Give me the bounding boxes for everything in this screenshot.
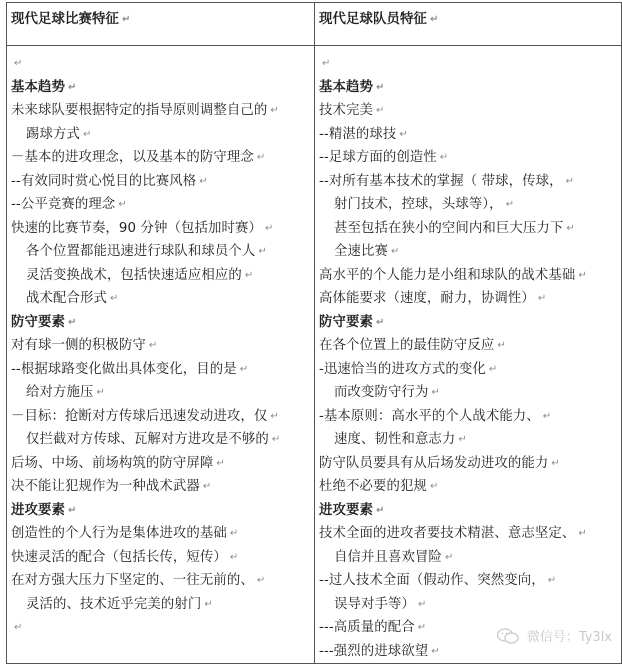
text-line [11,593,314,617]
line-text: 自信并且喜欢冒险 [334,549,442,565]
text-line [11,287,314,311]
paragraph-mark-icon: ↵ [578,528,587,539]
paragraph-mark-icon: ↵ [429,481,439,492]
text-line [319,217,621,241]
paragraph-mark-icon: ↵ [256,575,266,586]
section-heading [11,311,314,335]
paragraph-mark-icon: ↵ [439,152,449,163]
section-heading [11,499,314,523]
line-text: 射门技术，控球，头球等）， [334,197,503,212]
line-text: -迅速恰当的进攻方式的变化 [319,361,486,377]
paragraph-mark-icon: ↵ [537,293,547,304]
paragraph-mark-icon: ↵ [82,128,92,140]
section-heading [11,76,314,100]
paragraph-mark-icon: ↵ [258,246,267,257]
left-header-cell [7,3,314,45]
text-line [319,334,621,358]
text-line [11,52,314,76]
paragraph-mark-icon: ↵ [204,598,213,610]
paragraph-mark-icon: ↵ [375,504,385,516]
line-text: 在对方强大压力下坚定的、一往无前的、 [11,573,254,588]
paragraph-mark-icon: ↵ [229,551,239,563]
paragraph-mark-icon: ↵ [399,128,408,140]
line-text: －目标：抢断对方传球后迅速发动进攻，仅 [11,408,268,424]
paragraph-mark-icon: ↵ [216,457,225,469]
text-line [11,546,314,570]
text-line [11,217,314,241]
paragraph-mark-icon: ↵ [375,105,385,116]
watermark-text: 微信号：Ty3lx [526,630,612,645]
paragraph-mark-icon: ↵ [417,598,427,610]
section-heading [319,311,621,335]
paragraph-mark-icon: ↵ [431,645,440,657]
text-line [11,475,314,499]
line-text: 灵活的、技术近乎完美的射门 [26,596,202,612]
line-text: --足球方面的创造性 [319,150,437,165]
left-body-cell [7,46,314,663]
line-text: ---高质量的配合 [319,620,415,635]
line-text: 各个位置都能迅速进行球队和球员个人 [26,244,256,259]
paragraph-mark-icon: ↵ [375,81,385,93]
text-line [319,240,621,264]
line-text: 高水平的个人能力是小组和球队的战术基础 [319,267,576,283]
paragraph-mark-icon: ↵ [390,246,400,257]
line-text: 高体能要求（速度，耐力，协调性） [319,291,535,306]
text-line [11,428,314,452]
text-line [11,170,314,194]
text-line [319,123,621,147]
paragraph-mark-icon: ↵ [505,199,515,210]
text-line [319,546,621,570]
line-text: 在各个位置上的最佳防守反应 [319,338,495,353]
line-text: 进攻要素 [11,502,65,518]
paragraph-mark-icon: ↵ [417,622,427,633]
paragraph-mark-icon: ↵ [270,105,279,116]
paragraph-mark-icon: ↵ [239,363,249,375]
text-line [11,405,314,429]
text-line [11,334,314,358]
text-line [319,170,621,194]
right-header-title: 现代足球队员特征 [319,12,427,27]
paragraph-mark-icon: ↵ [488,363,498,375]
text-line [319,52,621,76]
watermark [497,626,612,645]
paragraph-mark-icon: ↵ [244,269,254,281]
section-heading [319,499,621,523]
line-text: 踢球方式 [26,126,80,142]
line-text: 而改变防守行为 [334,385,429,400]
text-line [11,240,314,264]
paragraph-mark-icon: ↵ [429,14,439,25]
line-text: 基本趋势 [11,79,65,95]
text-line [319,287,621,311]
paragraph-mark-icon: ↵ [67,504,77,516]
comparison-table [6,2,622,664]
paragraph-mark-icon: ↵ [67,81,77,93]
line-text: 快速的比赛节奏，90 分钟（包括加时赛） [11,220,262,236]
line-text: 战术配合形式 [26,291,107,306]
text-line [11,264,314,288]
paragraph-mark-icon: ↵ [67,316,77,328]
text-line [11,381,314,405]
text-line [11,99,314,123]
line-text: －基本的进攻理念，以及基本的防守理念 [11,150,254,165]
paragraph-mark-icon: ↵ [375,316,385,328]
text-line [319,452,621,476]
paragraph-mark-icon: ↵ [551,457,560,469]
line-text: --对所有基本技术的掌握（ 带球，传球， [319,173,563,189]
text-line [319,475,621,499]
line-text: 全速比赛 [334,244,388,259]
text-line [319,146,621,170]
line-text: 后场、中场、前场构筑的防守屏障 [11,455,214,471]
line-text: --根据球路变化做出具体变化，目的是 [11,361,237,377]
text-line [319,522,621,546]
paragraph-mark-icon: ↵ [458,434,467,445]
paragraph-mark-icon: ↵ [566,222,575,234]
paragraph-mark-icon: ↵ [96,387,105,398]
line-text: 进攻要素 [319,502,373,518]
line-text: 速度、韧性和意志力 [334,432,456,447]
text-line [319,99,621,123]
line-text: 灵活变换战术，包括快速适应相应的 [26,267,242,283]
text-line [319,264,621,288]
paragraph-mark-icon: ↵ [271,434,281,445]
text-line [11,358,314,382]
line-text: 创造性的个人行为是集体进攻的基础 [11,526,227,541]
text-line [11,146,314,170]
text-line [11,569,314,593]
line-text: 技术完美 [319,103,373,118]
line-text: 对有球一侧的积极防守 [11,338,146,353]
text-line [11,616,314,640]
paragraph-mark-icon: ↵ [444,551,454,563]
text-line [11,193,314,217]
section-heading [319,76,621,100]
text-line [319,569,621,593]
paragraph-mark-icon: ↵ [270,410,279,422]
line-text: --公平竞赛的理念 [11,197,116,212]
text-line [319,593,621,617]
line-text: 防守队员要具有从后场发动进攻的能力 [319,455,549,471]
paragraph-mark-icon: ↵ [565,175,575,187]
line-text: 未来球队要根据特定的指导原则调整自己的 [11,103,268,118]
paragraph-mark-icon: ↵ [264,222,274,234]
paragraph-mark-icon: ↵ [148,340,158,351]
paragraph-mark-icon: ↵ [118,199,127,210]
paragraph-mark-icon: ↵ [14,58,23,69]
paragraph-mark-icon: ↵ [547,575,557,586]
paragraph-mark-icon: ↵ [578,269,587,281]
text-line [11,123,314,147]
paragraph-mark-icon: ↵ [14,622,23,633]
line-text: -基本原则：高水平的个人战术能力、 [319,408,540,424]
paragraph-mark-icon: ↵ [497,340,506,351]
wechat-icon [497,628,519,644]
line-text: 甚至包括在狭小的空间内和巨大压力下 [334,220,564,236]
text-line [319,381,621,405]
paragraph-mark-icon: ↵ [431,387,440,398]
text-line [11,452,314,476]
line-text: --有效同时赏心悦目的比赛风格 [11,173,197,189]
line-text: 误导对手等） [334,596,415,612]
text-line [319,428,621,452]
text-line [319,358,621,382]
line-text: 杜绝不必要的犯规 [319,479,427,494]
line-text: 决不能让犯规作为一种战术武器 [11,479,200,494]
right-header-cell [315,3,621,45]
paragraph-mark-icon: ↵ [542,410,552,422]
line-text: --过人技术全面（假动作、突然变向， [319,573,545,588]
line-text: 给对方施压 [26,385,94,400]
paragraph-mark-icon: ↵ [322,58,331,69]
line-text: --精湛的球技 [319,126,397,142]
paragraph-mark-icon: ↵ [121,14,131,25]
paragraph-mark-icon: ↵ [256,152,266,163]
paragraph-mark-icon: ↵ [229,528,239,539]
paragraph-mark-icon: ↵ [109,293,119,304]
text-line [319,405,621,429]
left-header-title: 现代足球比赛特征 [11,12,119,27]
paragraph-mark-icon: ↵ [199,175,208,187]
line-text: 技术全面的进攻者要技术精湛、意志坚定、 [319,526,576,541]
right-body-cell [315,46,621,663]
text-line [11,522,314,546]
line-text: 防守要素 [319,314,373,330]
line-text: 快速灵活的配合（包括长传，短传） [11,549,227,565]
text-line [319,193,621,217]
line-text: ---强烈的进球欲望 [319,643,429,659]
line-text: 仅拦截对方传球、瓦解对方进攻是不够的 [26,432,269,447]
line-text: 防守要素 [11,314,65,330]
paragraph-mark-icon: ↵ [202,481,212,492]
line-text: 基本趋势 [319,79,373,95]
